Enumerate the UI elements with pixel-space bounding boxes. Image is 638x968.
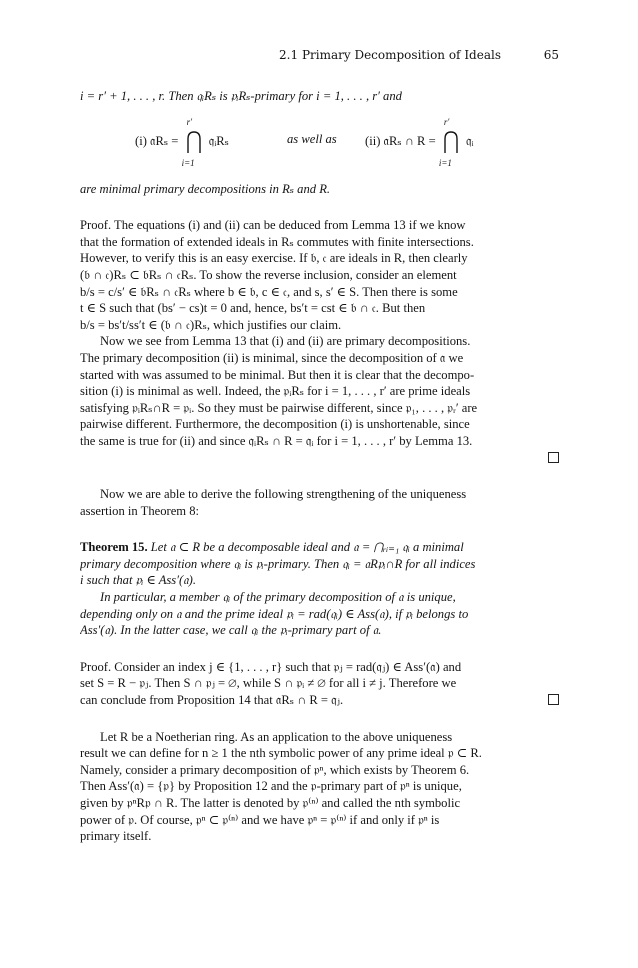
proof-line: Proof. Consider an index j ∈ {1, . . . , r} such that 𝔭ⱼ = rad(𝔮ⱼ) ∈ Ass′(𝔞) and (80, 659, 462, 674)
proof-line: b/s = c/s′ ∈ 𝔟Rₛ ∩ 𝔠Rₛ where b ∈ 𝔟, c ∈ 𝔠, and s, s′ ∈ S. Then there is some (80, 284, 458, 299)
equation-i (135, 116, 229, 168)
paragraph-line: Namely, consider a primary decomposition of 𝔭ⁿ, which exists by Theorem 6. (80, 762, 470, 777)
paragraph-line: result we can define for n ≥ 1 the nth symbolic power of any prime ideal 𝔭 ⊂ R. (80, 746, 482, 761)
proof-line: set S = R − 𝔭ⱼ. Then S ∩ 𝔭ⱼ = ∅, while S ∩ 𝔭ᵢ ≠ ∅ for all i ≠ j. Therefore we (80, 676, 457, 691)
theorem-line: Let 𝔞 ⊂ R be a decomposable ideal and 𝔞 = ⋂ᵣᵢ₌₁ 𝔮ᵢ a minimal (147, 540, 464, 555)
proof-line: The primary decomposition (ii) is minimal, since the decomposition of 𝔞 we (80, 350, 464, 365)
display-equations (80, 109, 559, 171)
running-header (80, 48, 559, 64)
proof-line: the same is true for (ii) and since 𝔮ᵢRₛ ∩ R = 𝔮ᵢ for i = 1, . . . , r′ by Lemma 13. (80, 433, 473, 448)
qed-symbol (80, 450, 559, 467)
proof-line: However, to verify this is an easy exercise. If 𝔟, 𝔠 are ideals in R, then clearly (80, 251, 468, 266)
symbolic-power-paragraph (80, 729, 559, 845)
theorem-label: Theorem 15. (80, 540, 148, 555)
page-number: 65 (543, 48, 559, 62)
paragraph-line: given by 𝔭ⁿR𝔭 ∩ R. The latter is denoted by 𝔭⁽ⁿ⁾ and called the nth symbolic (80, 796, 461, 810)
equation-ii-term: 𝔮ᵢ (466, 133, 474, 148)
paragraph-line: Then Ass′(𝔞) = {𝔭} by Proposition 12 and the 𝔭-primary part of 𝔭ⁿ is unique, (80, 779, 462, 794)
paragraph-line: power of 𝔭. Of course, 𝔭ⁿ ⊂ 𝔭⁽ⁿ⁾ and we have 𝔭ⁿ = 𝔭⁽ⁿ⁾ if and only if 𝔭ⁿ is (80, 812, 440, 827)
paragraph-line: Let R be a Noetherian ring. As an application to the above uniqueness (100, 729, 453, 744)
proof-line: that the formation of extended ideals in Rₛ commutes with finite intersections. (80, 234, 474, 249)
equation-i-lhs: (i) 𝔞Rₛ = (135, 133, 179, 148)
cap-upper-limit: r′ (186, 116, 193, 127)
transition-paragraph (80, 486, 559, 519)
big-intersection-icon (438, 116, 461, 168)
proof-line: satisfying 𝔭ᵢRₛ∩R = 𝔭ᵢ. So they must be pairwise different, since 𝔭₁, . . . , 𝔭ᵣ′ are (80, 400, 478, 415)
cap-lower-limit: i=1 (181, 157, 195, 168)
qed-box-icon (548, 694, 559, 705)
proof-line: b/s = bs′t/ss′t ∈ (𝔟 ∩ 𝔠)Rₛ, which justifies our claim. (80, 317, 342, 332)
qed-box-icon (548, 452, 559, 463)
proof-line: Now we see from Lemma 13 that (i) and (ii) are primary decompositions. (100, 334, 471, 349)
as-well-as-text: as well as (287, 131, 337, 146)
proof-line: pairwise different. Furthermore, the decomposition (i) is unshortenable, since (80, 417, 470, 432)
big-intersection-icon (181, 116, 204, 168)
theorem-15 (80, 539, 559, 639)
cap-lower-limit: i=1 (438, 157, 452, 168)
proof-lemma (80, 217, 559, 466)
proof-theorem (80, 659, 559, 709)
theorem-line: depending only on 𝔞 and the prime ideal 𝔭ᵢ = rad(𝔮ᵢ) ∈ Ass(𝔞), if 𝔭ᵢ belongs to (80, 606, 469, 621)
theorem-line: i such that 𝔭ᵢ ∈ Ass′(𝔞). (80, 573, 196, 588)
proof-line: sition (i) is minimal as well. Indeed, the 𝔭ᵢRₛ for i = 1, . . . , r′ are prime ideals (80, 384, 471, 399)
paragraph-line: primary itself. (80, 829, 152, 844)
equation-i-term: 𝔮ᵢRₛ (208, 133, 229, 148)
proof-line: t ∈ S such that (bs′ − cs)t = 0 and, hence, bs′t = cst ∈ 𝔟 ∩ 𝔠. But then (80, 301, 426, 316)
section-title: 2.1 Primary Decomposition of Ideals (279, 48, 501, 62)
theorem-line: Ass′(𝔞). In the latter case, we call 𝔮ᵢ the 𝔭ᵢ-primary part of 𝔞. (80, 623, 382, 638)
equation-ii-lhs: (ii) 𝔞Rₛ ∩ R = (365, 133, 436, 148)
theorem-line: In particular, a member 𝔮ᵢ of the primary decomposition of 𝔞 is unique, (100, 590, 456, 605)
qed-symbol (548, 692, 559, 709)
proof-line: Proof. The equations (i) and (ii) can be deduced from Lemma 13 if we know (80, 218, 466, 233)
proof-line: (𝔟 ∩ 𝔠)Rₛ ⊂ 𝔟Rₛ ∩ 𝔠Rₛ. To show the reverse inclusion, consider an element (80, 267, 457, 282)
page-body (80, 88, 559, 845)
cap-upper-limit: r′ (443, 116, 450, 127)
lemma-tail: are minimal primary decompositions in Rₛ and R. (80, 181, 331, 196)
lemma-continuation: i = r′ + 1, . . . , r. Then 𝔮ᵢRₛ is 𝔭ᵢRₛ-primary for i = 1, . . . , r′ and (80, 89, 402, 103)
equation-ii (365, 116, 474, 168)
paragraph-line: Now we are able to derive the following strengthening of the uniqueness (100, 487, 467, 502)
paragraph-line: assertion in Theorem 8: (80, 503, 200, 518)
proof-line: can conclude from Proposition 14 that 𝔞Rₛ ∩ R = 𝔮ⱼ. (80, 693, 344, 708)
theorem-line: primary decomposition where 𝔮ᵢ is 𝔭ᵢ-primary. Then 𝔮ᵢ = 𝔞R𝔭ᵢ∩R for all indices (80, 556, 476, 571)
proof-line: started with was assumed to be minimal. But then it is clear that the decompo- (80, 367, 475, 382)
